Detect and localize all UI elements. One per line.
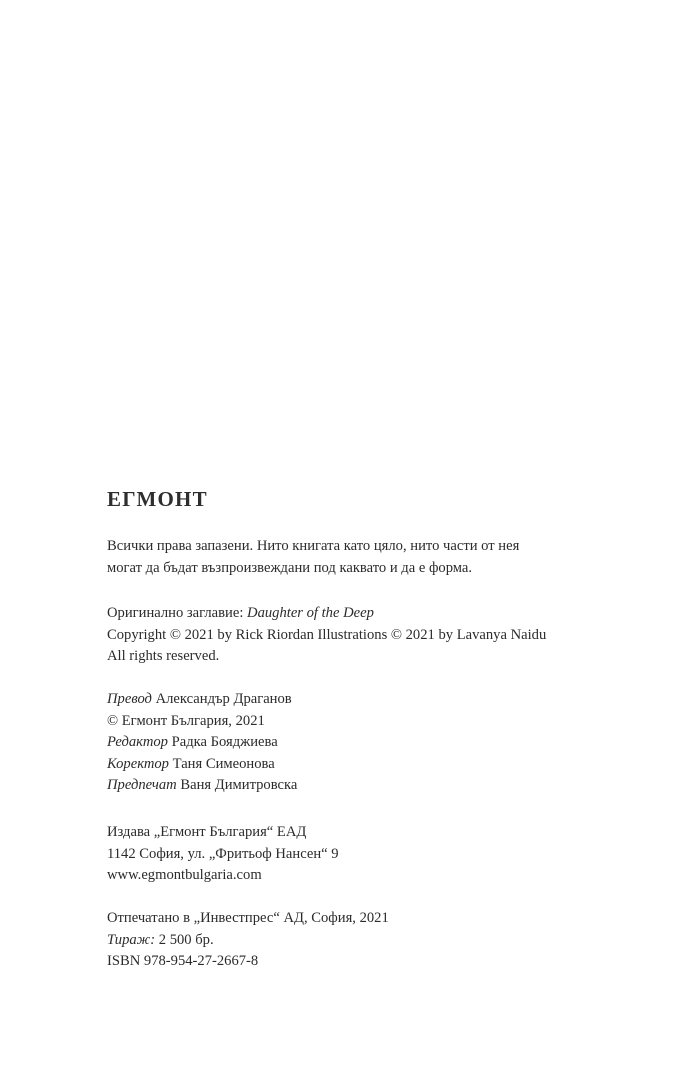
prepress-value: Ваня Димитровска xyxy=(180,777,298,793)
translation-line xyxy=(107,689,297,711)
print-run-line xyxy=(107,930,389,952)
publisher-line-1: Издава „Егмонт България“ ЕАД xyxy=(107,824,307,840)
proofreader-value: Таня Симеонова xyxy=(172,755,275,772)
isbn-line: ISBN 978-954-27-2667-8 xyxy=(107,953,259,969)
rights-line-1: Всички права запазени. Нито книгата като цяло, нито части от нея xyxy=(107,538,520,554)
original-title-label: Оригинално заглавие: xyxy=(107,605,244,621)
printed-line: Отпечатано в „Инвестпрес“ АД, София, 2021 xyxy=(107,910,389,926)
translation-value: Александър Драганов xyxy=(155,691,292,707)
editor-line xyxy=(107,732,297,754)
rights-notice xyxy=(107,536,519,579)
prepress-label: Предпечат xyxy=(107,777,177,793)
publisher-website: www.egmontbulgaria.com xyxy=(107,867,262,883)
print-run-label: Тираж: xyxy=(107,931,156,948)
copyright-line: Copyright © 2021 by Rick Riordan Illustrations © 2021 by Lavanya Naidu xyxy=(107,626,547,643)
editor-label: Редактор xyxy=(107,734,168,750)
prepress-line xyxy=(107,775,297,797)
rights-line-2: могат да бъдат възпроизвеждани под каквато и да е форма. xyxy=(107,559,473,576)
publisher-address: 1142 София, ул. „Фритьоф Нансен“ 9 xyxy=(107,845,339,862)
original-title-block xyxy=(107,603,546,668)
publisher-logo: ЕГМОНТ xyxy=(107,487,208,511)
print-run-value: 2 500 бр. xyxy=(158,931,214,948)
proofreader-label: Коректор xyxy=(107,755,169,772)
printing-block xyxy=(107,908,389,973)
translation-label: Превод xyxy=(107,691,152,707)
credits-block xyxy=(107,689,297,797)
editor-value: Радка Бояджиева xyxy=(171,734,278,750)
proofreader-line xyxy=(107,754,297,776)
original-title-value: Daughter of the Deep xyxy=(247,605,374,621)
publisher-block xyxy=(107,822,339,887)
all-rights-reserved: All rights reserved. xyxy=(107,648,220,664)
original-title-line xyxy=(107,603,546,625)
translation-copyright: © Егмонт България, 2021 xyxy=(107,712,265,729)
